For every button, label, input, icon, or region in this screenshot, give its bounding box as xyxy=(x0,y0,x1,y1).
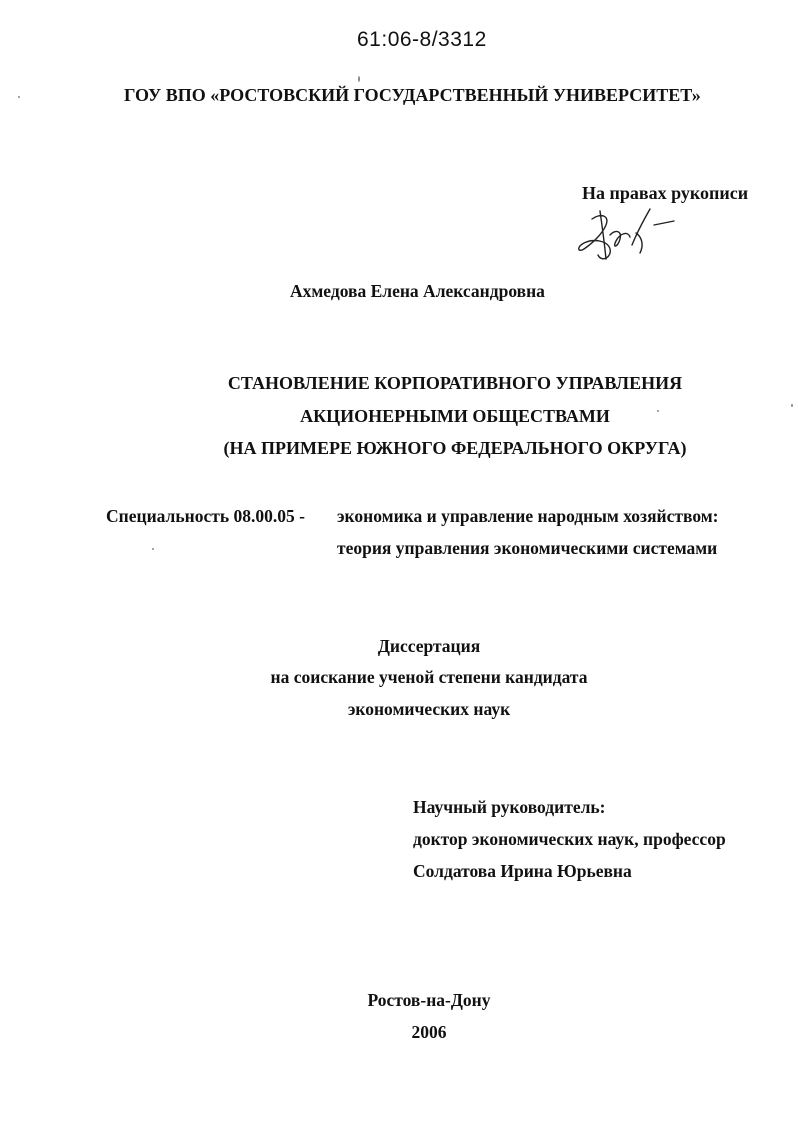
city: Ростов-на-Дону xyxy=(367,990,491,1010)
author-name: Ахмедова Елена Александровна xyxy=(290,281,545,301)
title-line-2: АКЦИОНЕРНЫМИ ОБЩЕСТВАМИ xyxy=(300,406,610,426)
registration-stamp: 61:06-8/3312 xyxy=(357,28,487,51)
supervisor-name: Солдатова Ирина Юрьевна xyxy=(413,861,632,881)
specialty-line-2: теория управления экономическими системами xyxy=(337,538,718,558)
rights-note: На правах рукописи xyxy=(582,183,749,203)
scan-speck xyxy=(358,76,360,82)
supervisor-heading: Научный руководитель: xyxy=(413,797,606,817)
scan-speck xyxy=(152,548,154,550)
degree-line-2: на соискание ученой степени кандидата xyxy=(270,667,588,687)
university-name: ГОУ ВПО «РОСТОВСКИЙ ГОСУДАРСТВЕННЫЙ УНИВЕРСИТЕТ» xyxy=(124,85,701,105)
specialty-label: Специальность 08.00.05 - xyxy=(106,506,305,526)
scan-speck xyxy=(18,96,20,98)
year: 2006 xyxy=(411,1022,447,1042)
degree-line-1: Диссертация xyxy=(377,636,481,656)
scan-speck xyxy=(657,410,659,412)
title-line-3: (НА ПРИМЕРЕ ЮЖНОГО ФЕДЕРАЛЬНОГО ОКРУГА) xyxy=(223,438,687,458)
scan-speck xyxy=(791,404,793,407)
supervisor-credentials: доктор экономических наук, профессор xyxy=(413,829,726,849)
specialty-line-1: экономика и управление народным хозяйством: xyxy=(337,506,719,526)
degree-line-3: экономических наук xyxy=(347,699,511,719)
title-line-1: СТАНОВЛЕНИЕ КОРПОРАТИВНОГО УПРАВЛЕНИЯ xyxy=(227,373,683,393)
signature xyxy=(570,205,680,267)
